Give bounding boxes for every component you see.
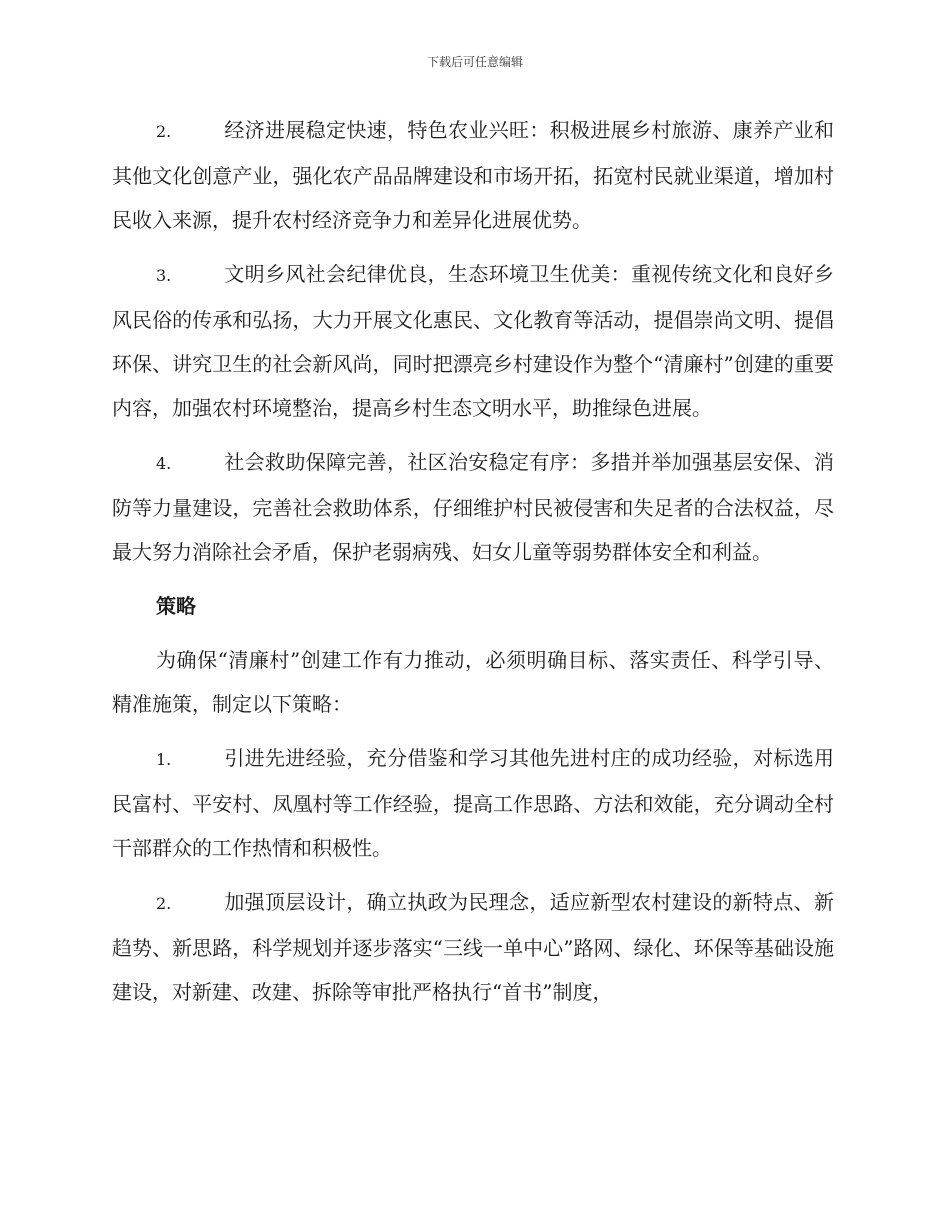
list-item-text: 引进先进经验，充分借鉴和学习其他先进村庄的成功经验，对标选用民富村、平安村、凤凰村等工作经验，提高工作思路、方法和效能，充分调动全村干部群众的工作热情和积极性。 [112,746,834,860]
list-item-number: 3. [156,266,172,285]
list-item-number: 2. [156,122,172,141]
list-item [112,736,834,870]
list-item-number: 1. [156,750,172,769]
list-item [112,440,834,574]
list-item-text: 经济进展稳定快速，特色农业兴旺：积极进展乡村旅游、康养产业和其他文化创意产业，强化农产品品牌建设和市场开拓，拓宽村民就业渠道，增加村民收入来源，提升农村经济竞争力和差异化进展优势。 [112,118,834,232]
document-body [112,108,834,1024]
list-item [112,880,834,1014]
list-item-text: 文明乡风社会纪律优良，生态环境卫生优美：重视传统文化和良好乡风民俗的传承和弘扬，大力开展文化惠民、文化教育等活动，提倡崇尚文明、提倡环保、讲究卫生的社会新风尚，同时把漂亮乡村建设作为整个“清廉村”创建的重要内容，加强农村环境整治，提高乡村生态文明水平，助推绿色进展。 [112,262,834,420]
section-heading: 策略 [156,594,196,618]
section-intro: 为确保“清廉村”创建工作有力推动，必须明确目标、落实责任、科学引导、精准施策，制定以下策略： [112,648,834,716]
list-item-text: 社会救助保障完善，社区治安稳定有序：多措并举加强基层安保、消防等力量建设，完善社会救助体系，仔细维护村民被侵害和失足者的合法权益，尽最大努力消除社会矛盾，保护老弱病残、妇女儿童等弱势群体安全和利益。 [112,450,834,564]
list-item-number: 2. [156,894,172,913]
list-item-text: 加强顶层设计，确立执政为民理念，适应新型农村建设的新特点、新趋势、新思路，科学规划并逐步落实“三线一单中心”路网、绿化、环保等基础设施建设，对新建、改建、拆除等审批严格执行“首书”制度， [112,890,834,1004]
list-item [112,252,834,430]
page-header: 下载后可任意编辑 [426,55,523,69]
list-item-number: 4. [156,454,172,473]
list-item [112,108,834,242]
